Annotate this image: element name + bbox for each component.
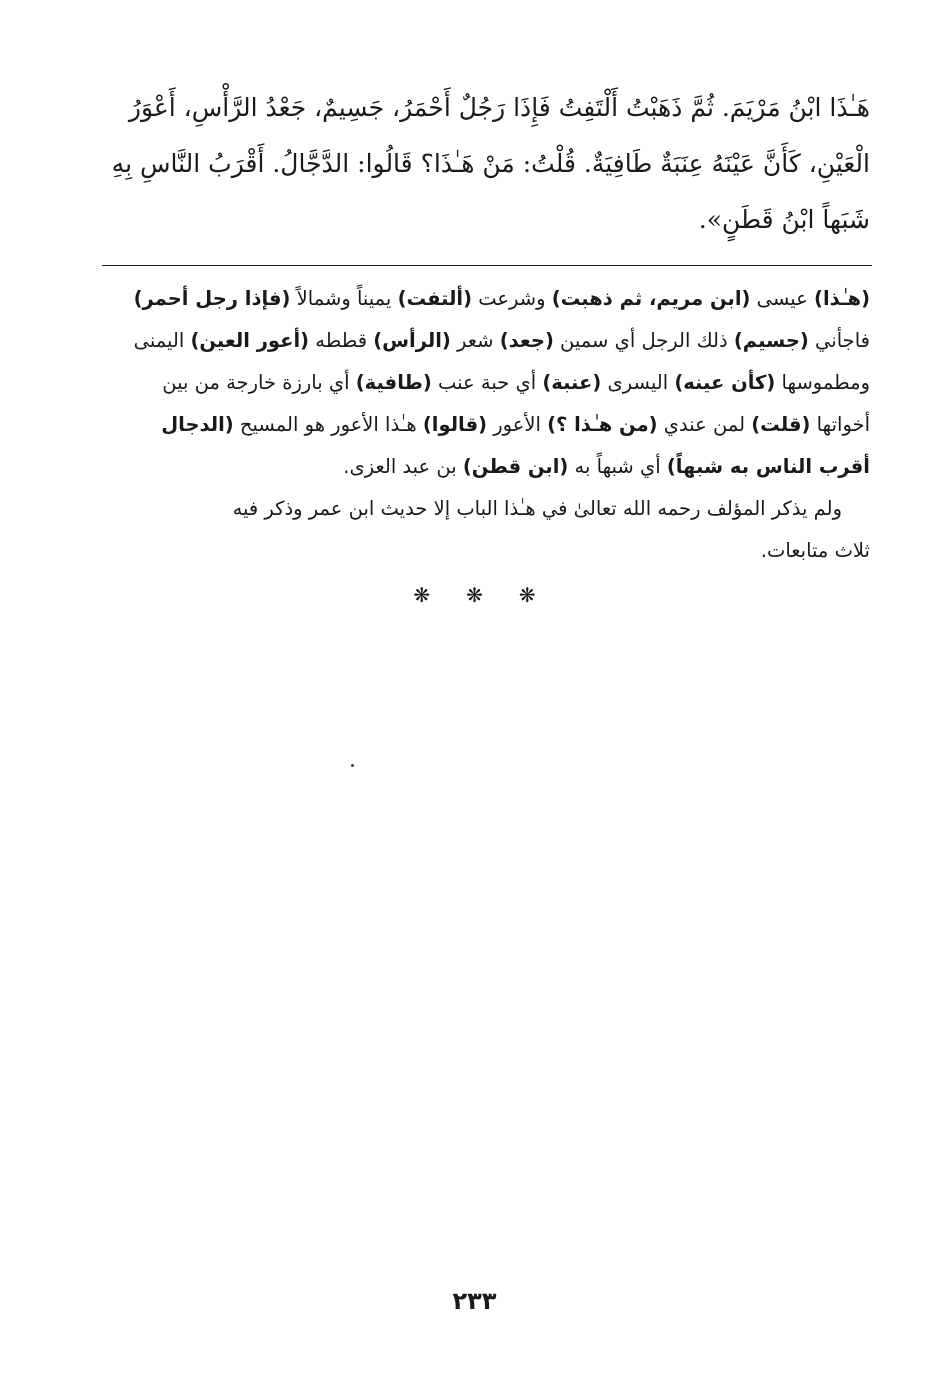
term: (جعد) bbox=[499, 329, 554, 352]
page-number: ٢٣٣ bbox=[452, 1287, 497, 1315]
term: (قلت) bbox=[751, 413, 811, 436]
term: (الرأس) bbox=[373, 329, 451, 352]
stray-dot bbox=[351, 764, 354, 767]
term: (من هـٰذا ؟) bbox=[547, 413, 658, 436]
commentary-text bbox=[100, 278, 870, 572]
term: (جسيم) bbox=[733, 329, 809, 352]
explanation: وشرعت bbox=[472, 287, 552, 310]
explanation: اليمنى bbox=[133, 329, 191, 352]
section-separator bbox=[0, 583, 949, 607]
explanation: شعر bbox=[450, 329, 500, 352]
term: (ابن قطن) bbox=[462, 455, 569, 478]
explanation: لمن عندي bbox=[657, 413, 752, 436]
footnote-divider bbox=[102, 265, 872, 266]
explanation: أي شبهاً به bbox=[568, 455, 667, 478]
explanation: فاجأني bbox=[808, 329, 870, 352]
hadith-line-3: شَبَهاً ابْنُ قَطَنٍ». bbox=[698, 205, 870, 234]
term: (قالوا) bbox=[422, 413, 488, 436]
star-icon: ❋ bbox=[518, 583, 536, 607]
explanation: أي حبة عنب bbox=[431, 371, 543, 394]
explanation: أي بارزة خارجة من بين bbox=[162, 371, 356, 394]
explanation: اليسرى bbox=[601, 371, 675, 394]
commentary-line-2 bbox=[100, 320, 870, 362]
explanation: هـٰذا الأعور هو المسيح bbox=[233, 413, 423, 436]
term: (أعور العين) bbox=[190, 329, 310, 352]
star-icon: ❋ bbox=[466, 583, 483, 607]
term: (عنبة) bbox=[542, 371, 602, 394]
term: (كأن عينه) bbox=[674, 371, 776, 394]
commentary-line-5 bbox=[100, 446, 870, 488]
star-icon: ❋ bbox=[413, 583, 431, 607]
explanation: أخواتها bbox=[810, 413, 870, 436]
explanation: يميناً وشمالاً bbox=[290, 287, 398, 310]
commentary-line-3 bbox=[100, 362, 870, 404]
commentary-line-1 bbox=[100, 278, 870, 320]
hadith-line-2: الْعَيْنِ، كَأَنَّ عَيْنَهُ عِنَبَةٌ طَافِيَةٌ. قُلْتُ: مَنْ هَـٰذَا؟ قَالُوا: الدَّجَّالُ. أَقْرَبُ النَّاسِ بِهِ bbox=[111, 149, 870, 178]
term: (ألتفت) bbox=[397, 287, 473, 310]
explanation: بن عبد العزى. bbox=[343, 455, 463, 478]
explanation: ومطموسها bbox=[775, 371, 870, 394]
commentary-note-line-2: ثلاث متابعات. bbox=[760, 539, 870, 562]
term: (ابن مريم، ثم ذهبت) bbox=[551, 287, 751, 310]
term: (طافية) bbox=[355, 371, 432, 394]
commentary-line-4 bbox=[100, 404, 870, 446]
explanation: قططه bbox=[309, 329, 374, 352]
term: (هـٰذا) bbox=[814, 287, 870, 310]
explanation: الأعور bbox=[487, 413, 548, 436]
hadith-line-1: هَـٰذَا ابْنُ مَرْيَمَ. ثُمَّ ذَهَبْتُ أَلْتَفِتُ فَإِذَا رَجُلٌ أَحْمَرُ، جَسِيمٌ، جَعْدُ الرَّأْسِ، أَعْوَرُ bbox=[128, 93, 870, 122]
explanation: عيسى bbox=[750, 287, 815, 310]
hadith-text bbox=[100, 80, 870, 248]
explanation: ذلك الرجل أي سمين bbox=[553, 329, 734, 352]
term: أقرب الناس به شبهاً) bbox=[666, 455, 870, 478]
commentary-note-line-1: ولم يذكر المؤلف رحمه الله تعالىٰ في هـٰذا الباب إلا حديث ابن عمر وذكر فيه bbox=[232, 497, 842, 520]
term: (فإذا رجل أحمر) bbox=[133, 287, 291, 310]
term: (الدجال bbox=[161, 413, 234, 436]
